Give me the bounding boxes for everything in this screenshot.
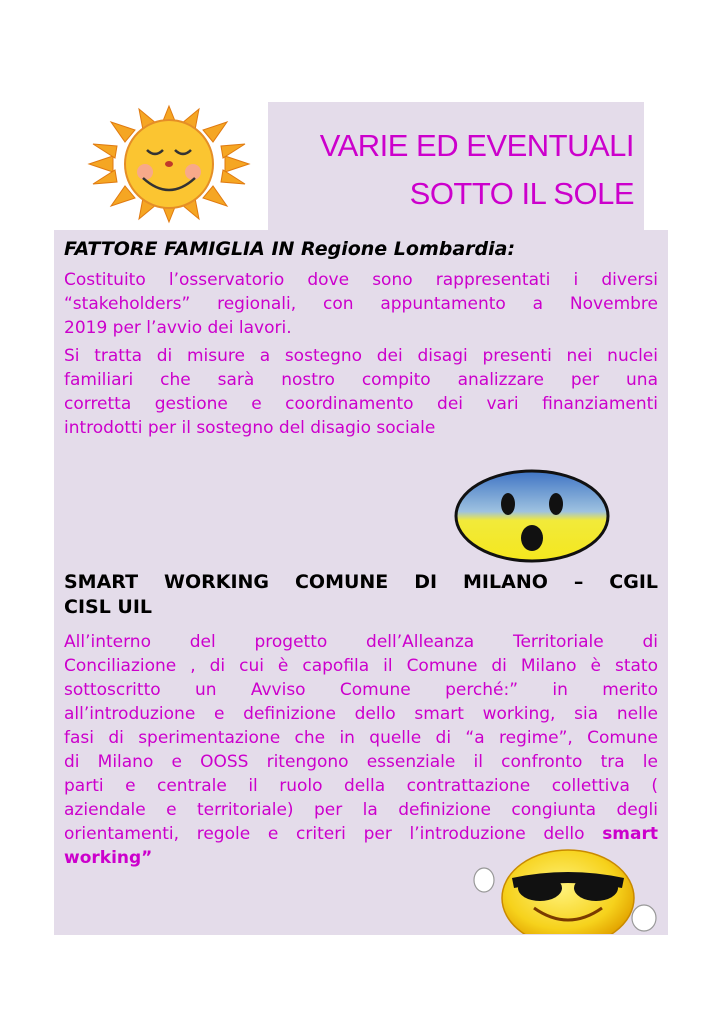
paragraph-line: all’introduzione e definizione dello smart working, sia nelle	[64, 704, 658, 724]
section-heading-fattore-famiglia: FATTORE FAMIGLIA IN Regione Lombardia:	[64, 238, 516, 260]
paragraph-misure	[64, 344, 658, 440]
paragraph-line: All’interno del progetto dell’Alleanza Territoriale di	[64, 632, 658, 652]
content-panel	[54, 230, 668, 935]
paragraph-line: Conciliazione , di cui è capofila il Comune di Milano è stato	[64, 656, 658, 676]
cool-sunglasses-face-icon	[472, 848, 660, 934]
paragraph-avviso-comune	[64, 630, 658, 870]
page-title-line-2: SOTTO IL SOLE	[409, 176, 634, 211]
bold-term-smart: smart	[602, 824, 659, 844]
shocked-face-icon	[452, 468, 612, 564]
paragraph-line: di Milano e OOSS ritengono essenziale il confronto tra le	[64, 752, 658, 772]
smiling-sun-icon	[74, 104, 264, 224]
paragraph-line: 2019 per l’avvio dei lavori.	[64, 318, 292, 338]
paragraph-line: “stakeholders” regionali, con appuntamento a Novembre	[64, 294, 658, 314]
paragraph-line: parti e centrale il ruolo della contrattazione collettiva (	[64, 776, 658, 796]
paragraph-line: aziendale e territoriale) per la definizione congiunta degli	[64, 800, 658, 820]
paragraph-line: familiari che sarà nostro compito analizzare per una	[64, 370, 658, 390]
paragraph-line-text: orientamenti, regole e criteri per l’introduzione dello	[64, 824, 585, 844]
paragraph-line-with-bold	[64, 822, 658, 846]
paragraph-line: corretta gestione e coordinamento dei vari finanziamenti	[64, 394, 658, 414]
heading-line: CISL UIL	[64, 596, 153, 618]
paragraph-line: introdotti per il sostegno del disagio sociale	[64, 418, 436, 438]
section-heading-smart-working	[64, 570, 658, 620]
paragraph-line: Si tratta di misure a sostegno dei disagi presenti nei nuclei	[64, 346, 658, 366]
title-banner	[268, 102, 644, 230]
paragraph-line: Costituito l’osservatorio dove sono rappresentati i diversi	[64, 270, 658, 290]
paragraph-line: fasi di sperimentazione che in quelle di “a regime”, Comune	[64, 728, 658, 748]
bold-term-working: working”	[64, 848, 153, 868]
paragraph-line: sottoscritto un Avviso Comune perché:” in merito	[64, 680, 658, 700]
page-title-line-1: VARIE ED EVENTUALI	[319, 128, 634, 163]
heading-line: SMART WORKING COMUNE DI MILANO – CGIL	[64, 571, 658, 593]
paragraph-osservatorio	[64, 268, 658, 340]
